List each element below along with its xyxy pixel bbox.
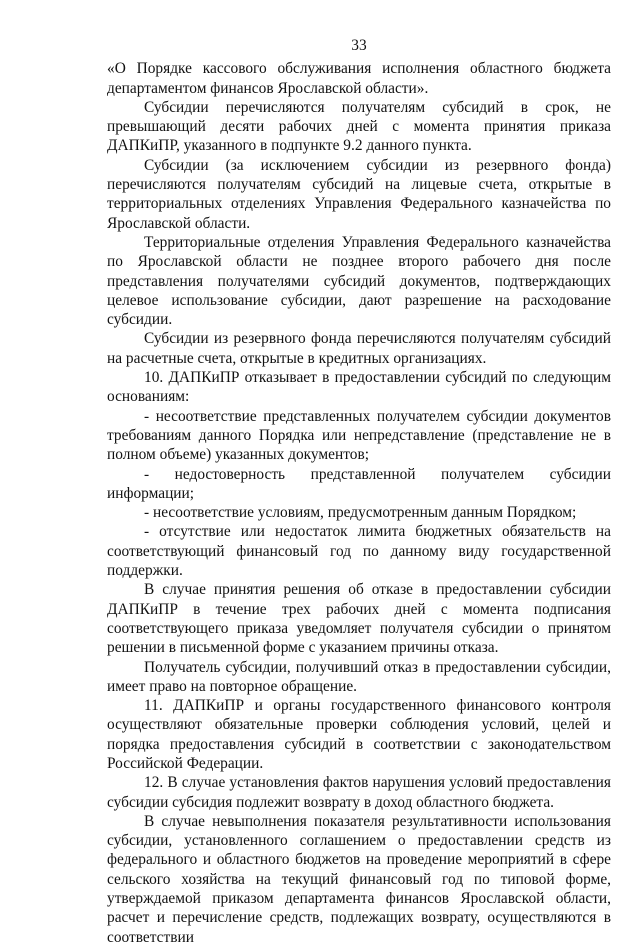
paragraph: - несоответствие условиям, предусмотренным данным Порядком;: [144, 504, 577, 522]
paragraph: - несоответствие представленных получателем субсидии документов требованиям данного Порядка или непредставление (представление не в полном объеме) указанных документов;: [107, 407, 611, 464]
page-number: 33: [351, 37, 367, 54]
document-page: [107, 36, 611, 947]
paragraph: 11. ДАПКиПР и органы государственного финансового контроля осуществляют обязательные проверки соблюдения условий, целей и порядка предоставления субсидий в соответствии с законодательством Российской Федерации.: [107, 697, 611, 772]
document-body: [107, 59, 611, 947]
paragraph: - отсутствие или недостаток лимита бюджетных обязательств на соответствующий финансовый год по данному виду государственной поддержки.: [107, 523, 611, 580]
paragraph: В случае принятия решения об отказе в предоставлении субсидии ДАПКиПР в течение трех рабочих дней с момента подписания соответствующего приказа уведомляет получателя субсидии о принятом решении в письменной форме с указанием причины отказа.: [107, 581, 611, 657]
paragraph: Субсидии из резервного фонда перечисляются получателям субсидий на расчетные счета, открытые в кредитных организациях.: [107, 330, 611, 367]
paragraph: 10. ДАПКиПР отказывает в предоставлении субсидий по следующим основаниям:: [107, 369, 611, 406]
paragraph: Получатель субсидии, получивший отказ в предоставлении субсидии, имеет право на повторное обращение.: [107, 658, 611, 695]
paragraph: «О Порядке кассового обслуживания исполнения областного бюджета департаментом финансов Ярославской области».: [107, 60, 611, 97]
paragraph: - недостоверность представленной получателем субсидии информации;: [107, 465, 611, 502]
paragraph: 12. В случае установления фактов нарушения условий предоставления субсидии субсидия подлежит возврату в доход областного бюджета.: [107, 774, 611, 811]
paragraph: Субсидии (за исключением субсидии из резервного фонда) перечисляются получателям субсидий на лицевые счета, открытые в территориальных отделениях Управления Федерального казначейства по Ярославской области.: [107, 156, 611, 232]
paragraph: Территориальные отделения Управления Федерального казначейства по Ярославской области не позднее второго рабочего дня после представления получателями субсидий документов, подтверждающих целевое использование субсидии, дают разрешение на расходование субсидии.: [107, 233, 611, 329]
paragraph: В случае невыполнения показателя результативности использования субсидии, установленного соглашением о предоставлении средств из федерального и областного бюджетов на проведение мероприятий в сфере сельского хозяйства на текущий финансовый год по типовой форме, утверждаемой приказом департамента финансов Ярославской области, расчет и перечисление средств, подлежащих возврату, осуществляются в соответствии: [107, 812, 611, 946]
paragraph: Субсидии перечисляются получателям субсидий в срок, не превышающий десяти рабочих дней с момента принятия приказа ДАПКиПР, указанного в подпункте 9.2 данного пункта.: [107, 98, 611, 155]
